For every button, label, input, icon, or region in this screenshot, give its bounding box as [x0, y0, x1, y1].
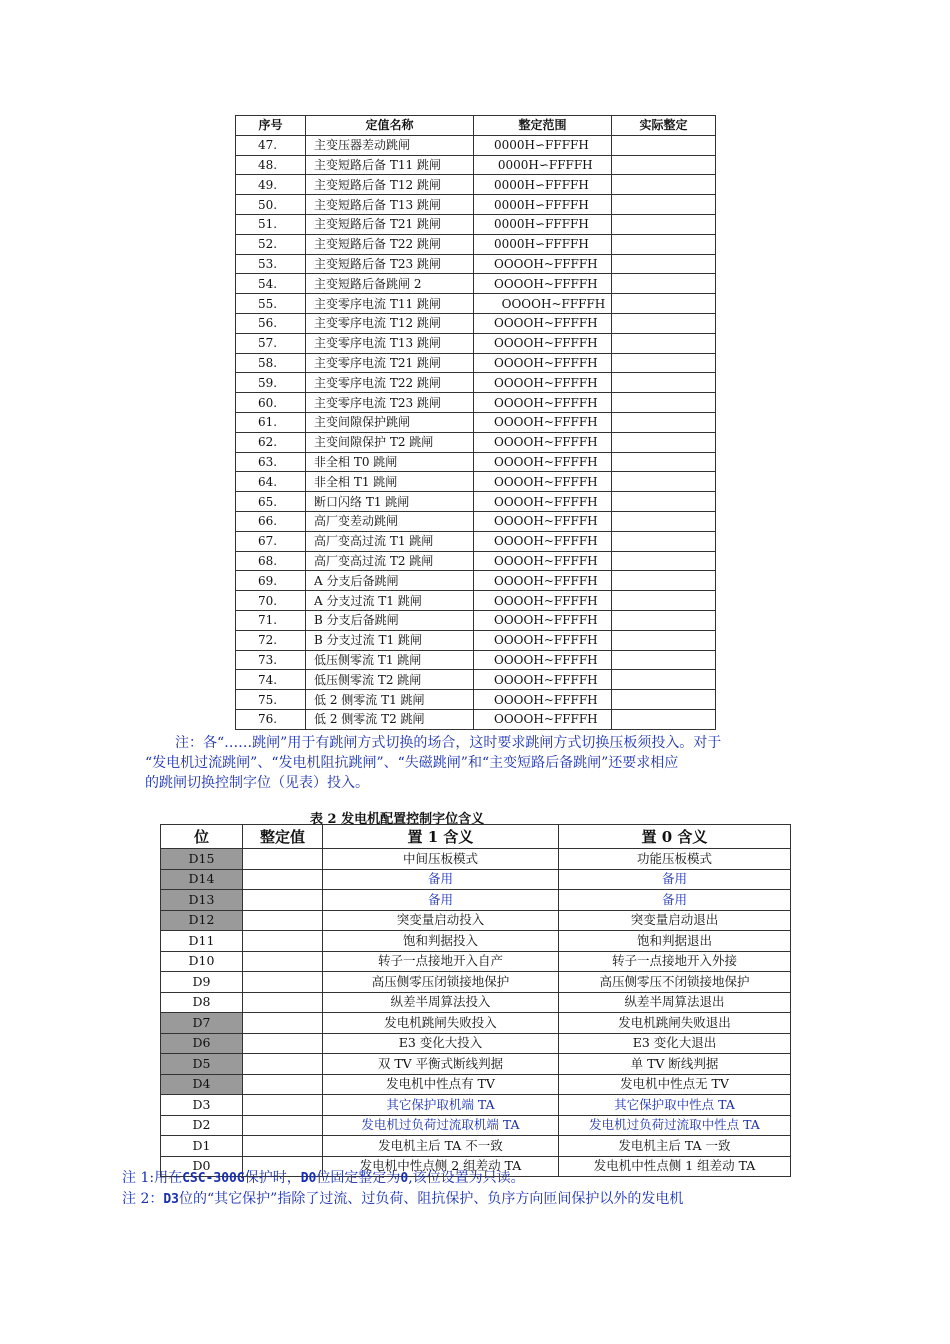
actual-setting	[612, 135, 716, 155]
bit-label: D1	[161, 1136, 243, 1157]
setting-range: OOOOH~FFFFH	[474, 492, 612, 512]
actual-setting	[612, 472, 716, 492]
setting-value	[243, 910, 323, 931]
setting-name: 非全相 T1 跳闸	[306, 472, 474, 492]
table-row	[236, 313, 716, 333]
setting-range: OOOOH~FFFFH	[474, 511, 612, 531]
set0-meaning: 备用	[559, 869, 791, 890]
table-row	[236, 670, 716, 690]
setting-value	[243, 1033, 323, 1054]
set0-meaning: 转子一点接地开入外接	[559, 951, 791, 972]
setting-name: 非全相 T0 跳闸	[306, 452, 474, 472]
set1-meaning: 饱和判据投入	[323, 931, 559, 952]
setting-name: 高厂变差动跳闸	[306, 511, 474, 531]
setting-name: 主变短路后备 T22 跳闸	[306, 234, 474, 254]
bit-label: D2	[161, 1115, 243, 1136]
row-index: 68.	[236, 551, 306, 571]
note-line: “发电机过流跳闸”、“发电机阻抗跳闸”、“失磁跳闸”和“主变短路后备跳闸”还要求相应	[145, 755, 679, 771]
table-row	[236, 531, 716, 551]
setting-range: OOOOH~FFFFH	[474, 571, 612, 591]
actual-setting	[612, 571, 716, 591]
row-index: 66.	[236, 511, 306, 531]
setting-name: 低压侧零流 T2 跳闸	[306, 670, 474, 690]
set0-meaning: 其它保护取中性点 TA	[559, 1095, 791, 1116]
bit-label: D9	[161, 972, 243, 993]
table-row	[236, 155, 716, 175]
setting-name: 断口闪络 T1 跳闸	[306, 492, 474, 512]
actual-setting	[612, 214, 716, 234]
row-index: 64.	[236, 472, 306, 492]
set1-meaning: 发电机中性点有 TV	[323, 1074, 559, 1095]
setting-name: B 分支过流 T1 跳闸	[306, 630, 474, 650]
set1-meaning: 双 TV 平衡式断线判据	[323, 1054, 559, 1075]
actual-setting	[612, 393, 716, 413]
setting-name: 主变零序电流 T21 跳闸	[306, 353, 474, 373]
set1-meaning: 高压侧零压闭锁接地保护	[323, 972, 559, 993]
setting-value-table	[235, 115, 716, 730]
actual-setting	[612, 432, 716, 452]
bit-label: D0	[161, 1156, 243, 1177]
setting-value	[243, 890, 323, 911]
set0-meaning: 纵差半周算法退出	[559, 992, 791, 1013]
setting-name: A 分支后备跳闸	[306, 571, 474, 591]
table-row	[161, 869, 791, 890]
actual-setting	[612, 175, 716, 195]
row-index: 69.	[236, 571, 306, 591]
set1-meaning: 转子一点接地开入自产	[323, 951, 559, 972]
set1-meaning: 备用	[323, 890, 559, 911]
table-row	[236, 630, 716, 650]
table-row	[236, 274, 716, 294]
setting-range: OOOOH~FFFFH	[474, 274, 612, 294]
actual-setting	[612, 234, 716, 254]
setting-value	[243, 972, 323, 993]
setting-range: OOOOH~FFFFH	[474, 551, 612, 571]
setting-value	[243, 992, 323, 1013]
setting-value	[243, 951, 323, 972]
actual-setting	[612, 492, 716, 512]
actual-setting	[612, 373, 716, 393]
setting-name: 低 2 侧零流 T1 跳闸	[306, 690, 474, 710]
setting-name: 高厂变高过流 T1 跳闸	[306, 531, 474, 551]
setting-range: OOOOH~FFFFH	[474, 531, 612, 551]
note-1: 注 1:用在CSC-300G保护时，D0位固定整定为0,该位设置为只读。	[122, 1170, 525, 1186]
actual-setting	[612, 670, 716, 690]
setting-name: 主变零序电流 T23 跳闸	[306, 393, 474, 413]
row-index: 73.	[236, 650, 306, 670]
set0-meaning: 备用	[559, 890, 791, 911]
bit-label: D8	[161, 992, 243, 1013]
row-index: 76.	[236, 709, 306, 729]
setting-name: 低 2 侧零流 T2 跳闸	[306, 709, 474, 729]
bottom-notes	[122, 1168, 842, 1210]
actual-setting	[612, 254, 716, 274]
trip-mode-note	[145, 733, 820, 793]
actual-setting	[612, 353, 716, 373]
setting-name: 主变短路后备 T11 跳闸	[306, 155, 474, 175]
table-row	[161, 1095, 791, 1116]
header-set1: 置 1 含义	[323, 825, 559, 849]
table-row	[236, 571, 716, 591]
setting-name: 主变间隙保护跳闸	[306, 412, 474, 432]
row-index: 61.	[236, 412, 306, 432]
setting-value	[243, 869, 323, 890]
setting-range: OOOOH~FFFFH	[474, 294, 612, 314]
row-index: 49.	[236, 175, 306, 195]
header-actual: 实际整定	[612, 116, 716, 136]
header-range: 整定范围	[474, 116, 612, 136]
setting-name: 高厂变高过流 T2 跳闸	[306, 551, 474, 571]
table-row	[236, 690, 716, 710]
table-row	[236, 214, 716, 234]
bit-label: D10	[161, 951, 243, 972]
set1-meaning: 纵差半周算法投入	[323, 992, 559, 1013]
setting-range: 0000H∽FFFFH	[474, 135, 612, 155]
actual-setting	[612, 333, 716, 353]
table-row	[236, 393, 716, 413]
set1-meaning: 发电机跳闸失败投入	[323, 1013, 559, 1034]
row-index: 56.	[236, 313, 306, 333]
row-index: 58.	[236, 353, 306, 373]
set0-meaning: 发电机过负荷过流取中性点 TA	[559, 1115, 791, 1136]
setting-range: OOOOH~FFFFH	[474, 373, 612, 393]
row-index: 62.	[236, 432, 306, 452]
table-row	[236, 412, 716, 432]
table-row	[236, 551, 716, 571]
row-index: 72.	[236, 630, 306, 650]
table-row	[161, 1074, 791, 1095]
table-row	[161, 849, 791, 870]
setting-range: 0000H∽FFFFH	[474, 195, 612, 215]
set0-meaning: 发电机中性点侧 1 组差动 TA	[559, 1156, 791, 1177]
bit-label: D14	[161, 869, 243, 890]
setting-range: 0000H∽FFFFH	[474, 155, 612, 175]
setting-name: A 分支过流 T1 跳闸	[306, 591, 474, 611]
table-row	[236, 709, 716, 729]
table-header-row	[236, 116, 716, 136]
setting-name: 主变短路后备跳闸 2	[306, 274, 474, 294]
setting-value	[243, 1013, 323, 1034]
setting-range: OOOOH~FFFFH	[474, 690, 612, 710]
set0-meaning: 高压侧零压不闭锁接地保护	[559, 972, 791, 993]
setting-name: 主变短路后备 T23 跳闸	[306, 254, 474, 274]
table-row	[161, 1013, 791, 1034]
row-index: 60.	[236, 393, 306, 413]
row-index: 55.	[236, 294, 306, 314]
actual-setting	[612, 412, 716, 432]
set1-meaning: 其它保护取机端 TA	[323, 1095, 559, 1116]
bit-label: D5	[161, 1054, 243, 1075]
setting-value	[243, 1095, 323, 1116]
row-index: 57.	[236, 333, 306, 353]
setting-range: OOOOH~FFFFH	[474, 393, 612, 413]
bit-label: D3	[161, 1095, 243, 1116]
setting-name: 主变零序电流 T12 跳闸	[306, 313, 474, 333]
row-index: 52.	[236, 234, 306, 254]
header-name: 定值名称	[306, 116, 474, 136]
header-value: 整定值	[243, 825, 323, 849]
set1-meaning: E3 变化大投入	[323, 1033, 559, 1054]
actual-setting	[612, 690, 716, 710]
control-word-table	[160, 824, 791, 1177]
set0-meaning: 单 TV 断线判据	[559, 1054, 791, 1075]
actual-setting	[612, 274, 716, 294]
set1-meaning: 突变量启动投入	[323, 910, 559, 931]
bit-label: D6	[161, 1033, 243, 1054]
table-row	[161, 992, 791, 1013]
bit-label: D7	[161, 1013, 243, 1034]
row-index: 54.	[236, 274, 306, 294]
table-row	[161, 1115, 791, 1136]
setting-name: 低压侧零流 T1 跳闸	[306, 650, 474, 670]
setting-range: 0000H∽FFFFH	[474, 214, 612, 234]
note-2: 注 2：D3位的“其它保护”指除了过流、过负荷、阻抗保护、负序方向匝间保护以外的发电机	[122, 1191, 684, 1207]
set1-meaning: 发电机主后 TA 不一致	[323, 1136, 559, 1157]
set0-meaning: 发电机跳闸失败退出	[559, 1013, 791, 1034]
actual-setting	[612, 610, 716, 630]
setting-range: OOOOH~FFFFH	[474, 432, 612, 452]
set1-meaning: 中间压板模式	[323, 849, 559, 870]
actual-setting	[612, 511, 716, 531]
setting-range: OOOOH~FFFFH	[474, 333, 612, 353]
row-index: 63.	[236, 452, 306, 472]
table-row	[236, 373, 716, 393]
row-index: 53.	[236, 254, 306, 274]
setting-name: 主变零序电流 T13 跳闸	[306, 333, 474, 353]
setting-range: OOOOH~FFFFH	[474, 353, 612, 373]
setting-range: OOOOH~FFFFH	[474, 670, 612, 690]
table-row	[236, 472, 716, 492]
actual-setting	[612, 551, 716, 571]
row-index: 51.	[236, 214, 306, 234]
table-row	[161, 1136, 791, 1157]
table-row	[236, 254, 716, 274]
setting-value	[243, 1054, 323, 1075]
set1-meaning: 备用	[323, 869, 559, 890]
setting-range: OOOOH~FFFFH	[474, 650, 612, 670]
setting-value	[243, 1074, 323, 1095]
setting-range: OOOOH~FFFFH	[474, 709, 612, 729]
setting-range: OOOOH~FFFFH	[474, 630, 612, 650]
bit-label: D12	[161, 910, 243, 931]
table-row	[161, 1054, 791, 1075]
actual-setting	[612, 531, 716, 551]
table-row	[236, 195, 716, 215]
bit-label: D11	[161, 931, 243, 952]
table-row	[161, 1033, 791, 1054]
table-row	[236, 650, 716, 670]
setting-name: B 分支后备跳闸	[306, 610, 474, 630]
row-index: 65.	[236, 492, 306, 512]
set0-meaning: 功能压板模式	[559, 849, 791, 870]
set0-meaning: 饱和判据退出	[559, 931, 791, 952]
setting-range: OOOOH~FFFFH	[474, 472, 612, 492]
set0-meaning: E3 变化大退出	[559, 1033, 791, 1054]
setting-range: OOOOH~FFFFH	[474, 313, 612, 333]
table-row	[236, 333, 716, 353]
setting-value	[243, 1115, 323, 1136]
row-index: 47.	[236, 135, 306, 155]
set1-meaning: 发电机中性点侧 2 组差动 TA	[323, 1156, 559, 1177]
header-bit: 位	[161, 825, 243, 849]
row-index: 74.	[236, 670, 306, 690]
table-row	[161, 890, 791, 911]
setting-range: OOOOH~FFFFH	[474, 591, 612, 611]
bit-label: D4	[161, 1074, 243, 1095]
row-index: 71.	[236, 610, 306, 630]
setting-name: 主变压器差动跳闸	[306, 135, 474, 155]
setting-range: OOOOH~FFFFH	[474, 610, 612, 630]
set0-meaning: 发电机主后 TA 一致	[559, 1136, 791, 1157]
actual-setting	[612, 591, 716, 611]
actual-setting	[612, 650, 716, 670]
setting-name: 主变零序电流 T22 跳闸	[306, 373, 474, 393]
actual-setting	[612, 294, 716, 314]
table-row	[161, 972, 791, 993]
setting-value	[243, 849, 323, 870]
setting-name: 主变间隙保护 T2 跳闸	[306, 432, 474, 452]
table-row	[161, 951, 791, 972]
setting-range: 0000H∽FFFFH	[474, 234, 612, 254]
setting-range: OOOOH~FFFFH	[474, 412, 612, 432]
set0-meaning: 突变量启动退出	[559, 910, 791, 931]
bit-label: D13	[161, 890, 243, 911]
table-row	[236, 591, 716, 611]
table-row	[236, 610, 716, 630]
table2-caption: 表 2 发电机配置控制字位含义	[310, 812, 485, 827]
row-index: 48.	[236, 155, 306, 175]
row-index: 67.	[236, 531, 306, 551]
row-index: 75.	[236, 690, 306, 710]
actual-setting	[612, 630, 716, 650]
row-index: 70.	[236, 591, 306, 611]
actual-setting	[612, 313, 716, 333]
table-row	[236, 452, 716, 472]
actual-setting	[612, 195, 716, 215]
setting-range: OOOOH~FFFFH	[474, 254, 612, 274]
row-index: 59.	[236, 373, 306, 393]
header-index: 序号	[236, 116, 306, 136]
set0-meaning: 发电机中性点无 TV	[559, 1074, 791, 1095]
setting-name: 主变短路后备 T12 跳闸	[306, 175, 474, 195]
table-row	[236, 492, 716, 512]
setting-name: 主变短路后备 T13 跳闸	[306, 195, 474, 215]
table-row	[236, 511, 716, 531]
table-row	[236, 294, 716, 314]
actual-setting	[612, 155, 716, 175]
table-row	[161, 931, 791, 952]
header-set0: 置 0 含义	[559, 825, 791, 849]
actual-setting	[612, 709, 716, 729]
row-index: 50.	[236, 195, 306, 215]
table-row	[236, 432, 716, 452]
table-row	[161, 910, 791, 931]
setting-range: 0000H∽FFFFH	[474, 175, 612, 195]
note-line: 注：各“……跳闸”用于有跳闸方式切换的场合，这时要求跳闸方式切换压板须投入。对于	[175, 735, 722, 751]
setting-value	[243, 931, 323, 952]
table-header-row	[161, 825, 791, 849]
actual-setting	[612, 452, 716, 472]
note-line: 的跳闸切换控制字位（见表）投入。	[145, 775, 369, 791]
set1-meaning: 发电机过负荷过流取机端 TA	[323, 1115, 559, 1136]
setting-name: 主变短路后备 T21 跳闸	[306, 214, 474, 234]
table-row	[236, 175, 716, 195]
setting-value	[243, 1136, 323, 1157]
table-row	[236, 234, 716, 254]
table-row	[236, 135, 716, 155]
setting-name: 主变零序电流 T11 跳闸	[306, 294, 474, 314]
table-row	[236, 353, 716, 373]
bit-label: D15	[161, 849, 243, 870]
setting-range: OOOOH~FFFFH	[474, 452, 612, 472]
